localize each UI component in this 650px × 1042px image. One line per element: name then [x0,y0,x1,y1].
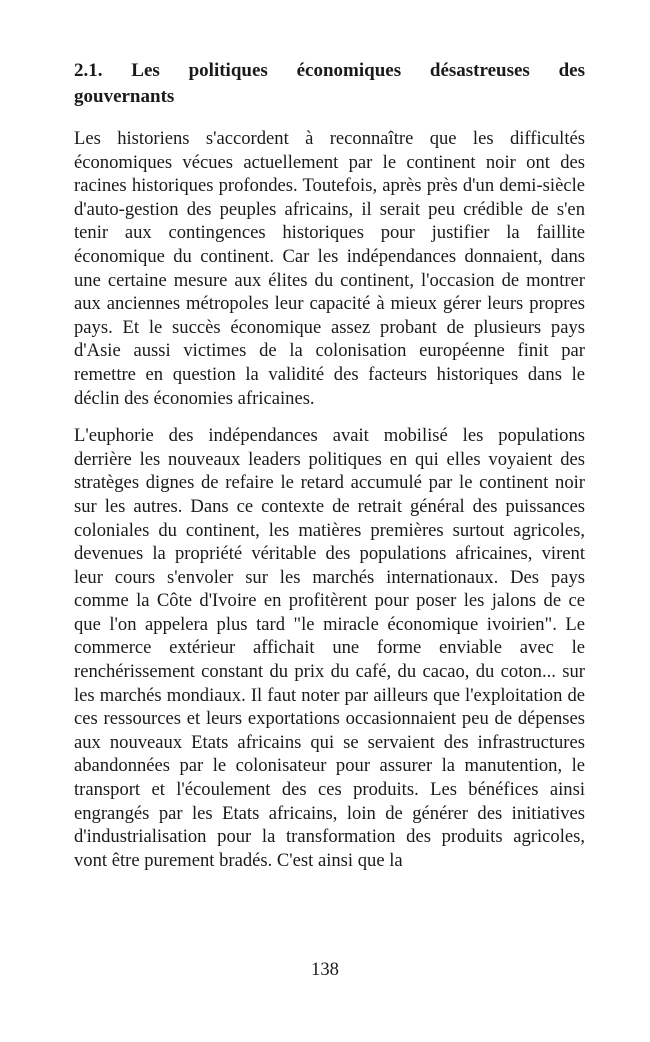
section-heading-line2: gouvernants [74,86,175,107]
section-heading [74,58,585,110]
paragraph-2: L'euphorie des indépendances avait mobilisé les populations derrière les nouveaux leaders politiques en qui elles voyaient des stratèges dignes de refaire le retard accumulé par le continent noir sur les autres. Dans ce contexte de retrait général des puissances coloniales du continent, les matières premières surtout agricoles, devenues la propriété véritable des populations africaines, virent leur cours s'envoler sur les marchés internationaux. Des pays comme la Côte d'Ivoire en profitèrent pour poser les jalons de ce que l'on appelera plus tard "le miracle économique ivoirien". Le commerce extérieur affichait une forme enviable avec le renchérissement constant du prix du café, du cacao, du coton... sur les marchés mondiaux. Il faut noter par ailleurs que l'exploitation de ces ressources et leurs exportations occasionnaient peu de dépenses aux nouveaux Etats africains qui se servaient des infrastructures abandonnées par le colonisateur pour assurer la manutention, le transport et l'écoulement des ces produits. Les bénéfices ainsi engrangés par les Etats africains, loin de générer des initiatives d'industrialisation pour la transformation des produits agricoles, vont être purement bradés. C'est ainsi que la [74,425,585,871]
page-number: 138 [311,959,339,980]
page-body [74,58,585,886]
paragraph-1: Les historiens s'accordent à reconnaître que les difficultés économiques vécues actuellement par le continent noir ont des racines historiques profondes. Toutefois, après près d'un demi-siècle d'auto-gestion des peuples africains, il serait peu crédible de s'en tenir aux contingences historiques pour justifier la faillite économique du continent. Car les indépendances donnaient, dans une certaine mesure aux élites du continent, l'occasion de montrer aux anciennes métropoles leur capacité à mieux gérer leurs propres pays. Et le succès économique assez probant de plusieurs pays d'Asie aussi victimes de la colonisation européenne finit par remettre en question la validité des facteurs historiques dans le déclin des économies africaines. [74,128,585,409]
section-heading-line1: 2.1. Les politiques économiques désastreuses des [74,60,585,81]
